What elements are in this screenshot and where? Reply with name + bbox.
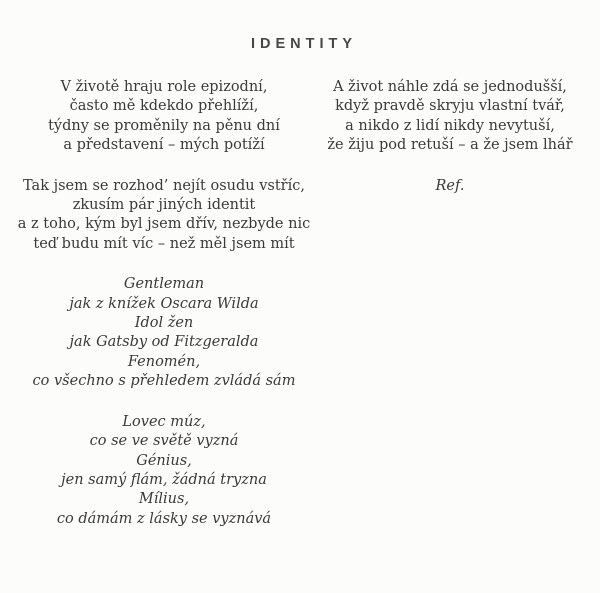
left-column <box>14 78 314 550</box>
verse-line: co se ve světě vyzná <box>89 433 239 450</box>
verse-line: a představení – mých potíží <box>63 137 265 154</box>
verse-line: zkusím pár jiných identit <box>72 197 256 214</box>
verse-line: V životě hraju role epizodní, <box>60 79 268 95</box>
verse-line: co dámám z lásky se vyznává <box>56 510 272 527</box>
verse-line: Lovec múz, <box>122 413 206 430</box>
verse-line: teď budu mít víc – než měl jsem mít <box>33 235 295 252</box>
verse-line: Tak jsem se rozhod’ nejít osudu vstříc, <box>23 177 305 194</box>
stanza <box>314 177 586 196</box>
verse-line: Mílius, <box>138 491 190 508</box>
stanza <box>314 78 586 156</box>
verse-line: A život náhle zdá se jednodušší, <box>333 79 567 95</box>
verse-line: jak Gatsby od Fitzgeralda <box>69 334 259 351</box>
verse-line: Gentleman <box>123 276 205 293</box>
page-title: IDENTITY <box>250 36 358 52</box>
verse-line: Idol žen <box>134 315 194 332</box>
verse-line: jak z knížek Oscara Wilda <box>69 295 259 312</box>
verse-line: co všechno s přehledem zvládá sám <box>32 373 296 390</box>
lyrics-columns <box>0 78 600 550</box>
verse-line: týdny se proměnily na pěnu dní <box>48 117 280 134</box>
verse-line: jen samý flám, žádná tryzna <box>61 471 267 488</box>
verse-line: často mě kdekdo přehlíží, <box>69 98 259 115</box>
verse-line: a nikdo z lidí nikdy nevytuší, <box>345 117 555 134</box>
right-column <box>314 78 586 217</box>
stanza <box>14 275 314 391</box>
verse-line: že žiju pod retuší – a že jsem lhář <box>327 137 573 154</box>
verse-line: a z toho, kým byl jsem dřív, nezbyde nic <box>17 216 311 233</box>
stanza <box>14 177 314 255</box>
verse-line: Fenomén, <box>127 353 201 370</box>
verse-line: Ref. <box>435 177 465 194</box>
verse-line: když pravdě skryju vlastní tvář, <box>335 98 565 115</box>
stanza <box>14 413 314 529</box>
verse-line: Génius, <box>136 452 192 469</box>
stanza <box>14 78 314 156</box>
